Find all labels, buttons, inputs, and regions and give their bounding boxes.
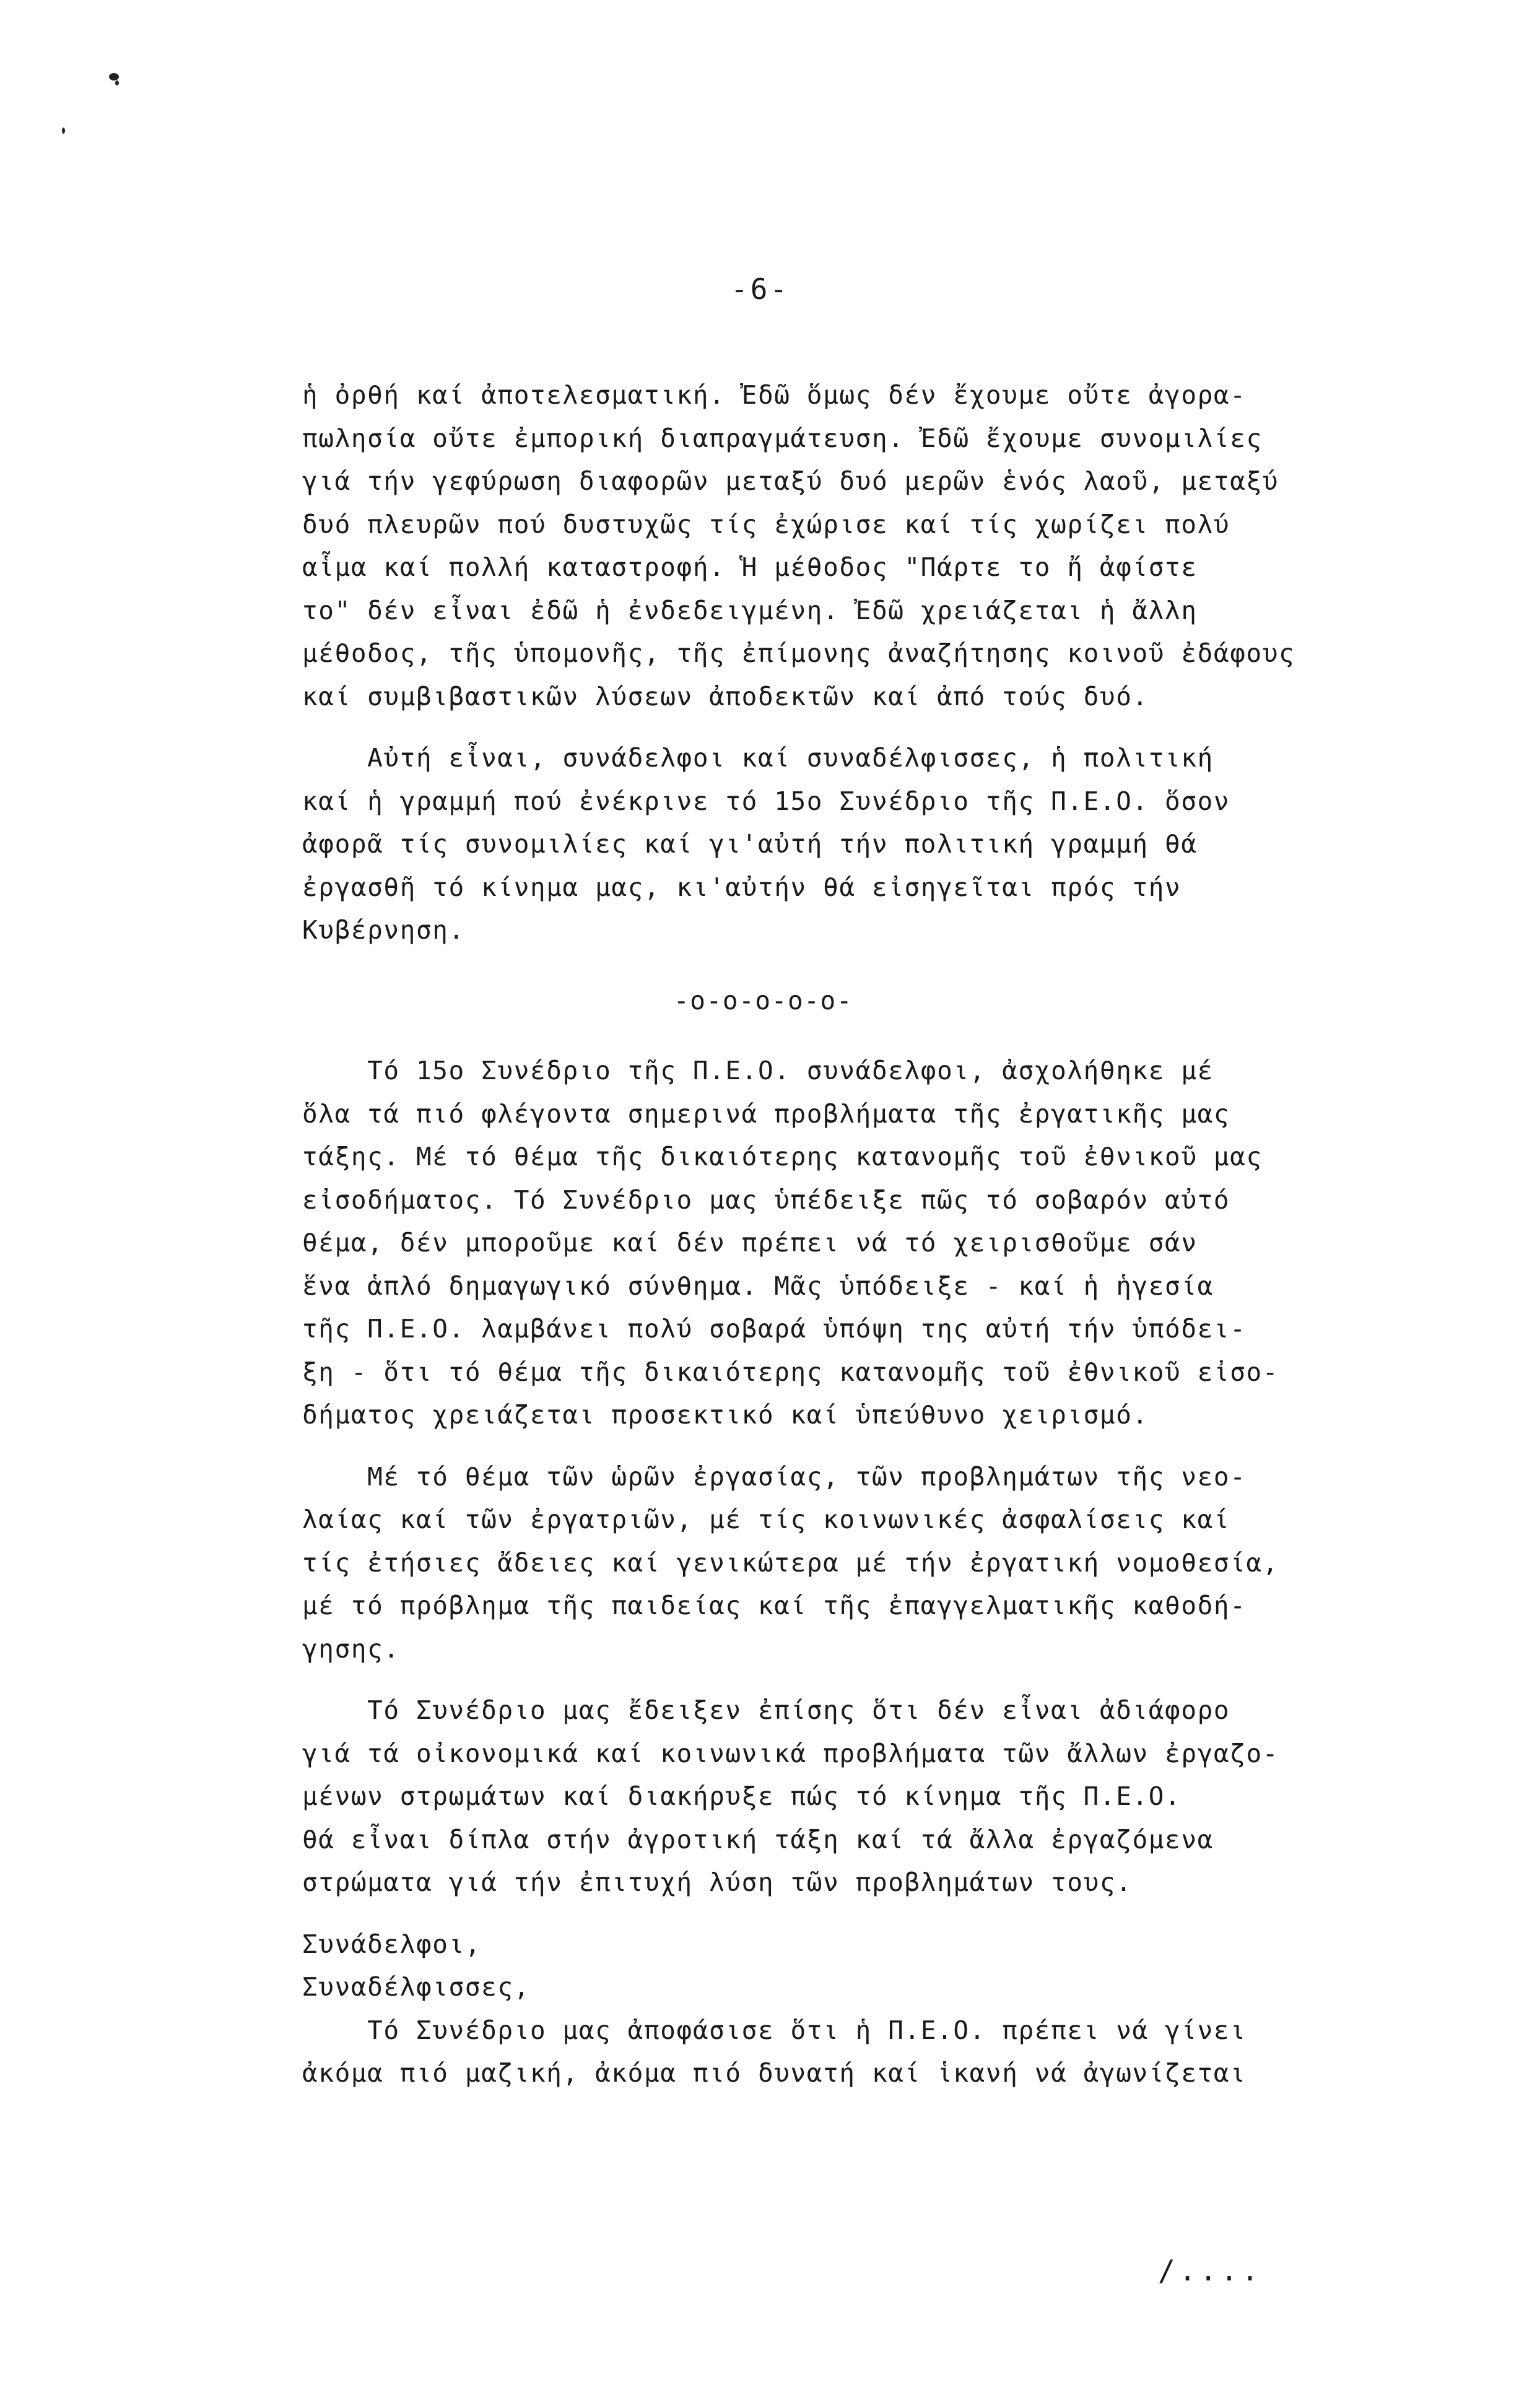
text-line: γησης. [302,1633,400,1664]
text-line: γιά τά οἰκονομικά καί κοινωνικά προβλήματα τῶν ἄλλων ἐργαζο- [302,1738,1279,1768]
text-line: Αὐτή εἶναι, συνάδελφοι καί συναδέλφισσες, ἡ πολιτική [302,743,1214,773]
paragraph [302,1923,1454,2095]
text-line: το" δέν εἶναι ἐδῶ ἡ ἐνδεδειγμένη. Ἐδῶ χρειάζεται ἡ ἄλλη [302,595,1198,625]
text-line: εἰσοδήματος. Τό Συνέδριο μας ὑπέδειξε πῶς τό σοβαρόν αὐτό [302,1184,1230,1215]
text-line: ξη - ὅτι τό θέμα τῆς δικαιότερης κατανομῆς τοῦ ἐθνικοῦ εἰσο- [302,1357,1279,1387]
text-line: τάξης. Μέ τό θέμα τῆς δικαιότερης κατανομῆς τοῦ ἐθνικοῦ μας [302,1142,1263,1171]
text-line: ὅλα τά πιό φλέγοντα σημερινά προβλήματα τῆς ἐργατικῆς μας [302,1098,1230,1129]
text-line: λαίας καί τῶν ἐργατριῶν, μέ τίς κοινωνικές ἀσφαλίσεις καί [302,1505,1230,1534]
continuation-mark: /.... [1158,2254,1263,2287]
text-line: ἡ ὀρθή καί ἀποτελεσματική. Ἐδῶ ὅμως δέν ἔχουμε οὔτε ἀγορα- [302,380,1247,410]
document-body [302,374,1454,2095]
page-number: -6- [731,272,790,306]
text-line: τῆς Π.Ε.Ο. λαμβάνει πολύ σοβαρά ὑπόψη της αὐτή τήν ὑπόδει- [302,1314,1247,1344]
text-line: Τό Συνέδριο μας ἔδειξεν ἐπίσης ὅτι δέν εἶναι ἀδιάφορο [302,1695,1230,1725]
text-line: θέμα, δέν μποροῦμε καί δέν πρέπει νά τό χειρισθοῦμε σάν [302,1228,1198,1258]
text-line: μένων στρωμάτων καί διακήρυξε πώς τό κίνημα τῆς Π.Ε.Ο. [302,1781,1182,1811]
text-line: δυό πλευρῶν πού δυστυχῶς τίς ἐχώρισε καί τίς χωρίζει πολύ [302,509,1230,539]
text-line: τίς ἐτήσιες ἄδειες καί γενικώτερα μέ τήν ἐργατική νομοθεσία, [302,1547,1279,1578]
scan-speck [62,128,65,134]
text-line: δήματος χρειάζεται προσεκτικό καί ὑπεύθυνο χειρισμό. [302,1400,1149,1430]
text-line: Κυβέρνηση. [302,915,465,945]
text-line: ἀφορᾶ τίς συνομιλίες καί γι'αὐτή τήν πολιτική γραμμή θά [302,829,1198,859]
text-line: ἀκόμα πιό μαζική, ἀκόμα πιό δυνατή καί ἱκανή νά ἀγωνίζεται [302,2058,1247,2088]
text-line: Τό Συνέδριο μας ἀποφάσισε ὅτι ἡ Π.Ε.Ο. πρέπει νά γίνει [302,2015,1247,2045]
section-separator: -o-o-o-o-o- [674,985,853,1015]
text-line: θά εἶναι δίπλα στήν ἀγροτική τάξη καί τά ἄλλα ἐργαζόμενα [302,1824,1214,1854]
text-line: ἐργασθῆ τό κίνημα μας, κι'αὐτήν θά εἰσηγεῖται πρός τήν [302,872,1182,902]
text-line: μέθοδος, τῆς ὑπομονῆς, τῆς ἐπίμονης ἀναζήτησης κοινοῦ ἐδάφους [302,638,1295,668]
text-line: ἕνα ἁπλό δημαγωγικό σύνθημα. Μᾶς ὑπόδειξε - καί ἡ ἡγεσία [302,1271,1214,1301]
paragraph [302,1689,1454,1905]
text-line: στρώματα γιά τήν ἐπιτυχή λύση τῶν προβλημάτων τους. [302,1867,1133,1897]
paragraph [302,374,1454,718]
text-line: καί ἡ γραμμή πού ἐνέκρινε τό 15ο Συνέδριο τῆς Π.Ε.Ο. ὅσον [302,786,1230,816]
scan-speck [115,80,119,85]
text-line: μέ τό πρόβλημα τῆς παιδείας καί τῆς ἐπαγγελματικῆς καθοδή- [302,1591,1247,1620]
text-line: αἷμα καί πολλή καταστροφή. Ἡ μέθοδος "Πάρτε το ἤ ἀφίστε [302,552,1198,582]
text-line: πωλησία οὔτε ἐμπορική διαπραγμάτευση. Ἐδῶ ἔχουμε συνομιλίες [302,423,1263,453]
text-line: γιά τήν γεφύρωση διαφορῶν μεταξύ δυό μερῶν ἑνός λαοῦ, μεταξύ [302,466,1279,496]
paragraph [302,1456,1454,1671]
paragraph [302,737,1454,952]
paragraph [302,1050,1454,1437]
text-line: Τό 15ο Συνέδριο τῆς Π.Ε.Ο. συνάδελφοι, ἀσχολήθηκε μέ [302,1056,1214,1085]
scan-speck [109,73,119,80]
text-line: Μέ τό θέμα τῶν ὡρῶν ἐργασίας, τῶν προβλημάτων τῆς νεο- [302,1461,1247,1492]
salutation: Συναδέλφισσες, [302,1972,530,2002]
salutation: Συνάδελφοι, [302,1929,482,1959]
text-line: καί συμβιβαστικῶν λύσεων ἀποδεκτῶν καί ἀπό τούς δυό. [302,681,1149,711]
